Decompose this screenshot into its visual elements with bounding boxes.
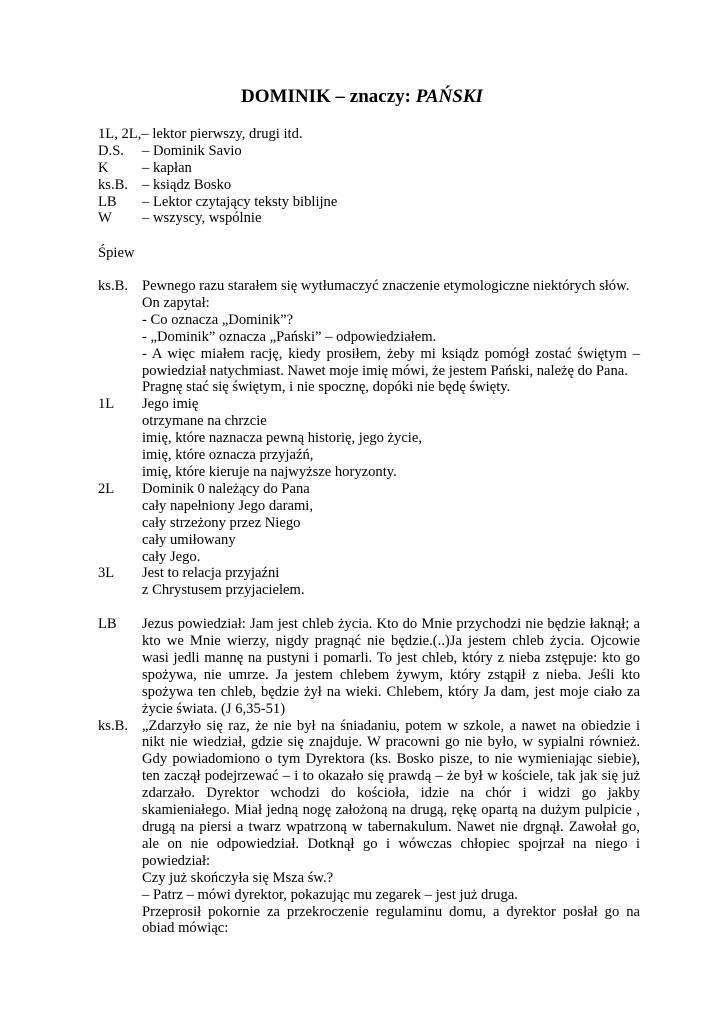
- speaker-label: 3L: [98, 565, 115, 582]
- spacer: [98, 599, 640, 616]
- text-line: Pewnego razu starałem się wytłumaczyć znaczenie etymologiczne niektórych słów.: [142, 278, 630, 294]
- text-line: - A więc miałem rację, kiedy prosiłem, żeby mi ksiądz pomógł zostać świętym –: [142, 345, 640, 362]
- speaker-text: [142, 616, 640, 717]
- legend-row: [98, 194, 337, 211]
- speaker-text: [142, 278, 640, 396]
- text-line: spożywa, nie umrze. Ja jestem chlebem żywym, który zstąpił z nieba. Jeśli kto: [142, 666, 640, 683]
- text-line: Jest to relacja przyjaźni: [142, 565, 280, 582]
- script-blocks: [98, 278, 640, 937]
- legend-row: [98, 210, 337, 227]
- text-line: Jego imię: [142, 396, 199, 413]
- legend-key: ks.B.: [98, 176, 129, 193]
- song-heading: Śpiew: [98, 245, 135, 261]
- legend-list: [98, 126, 337, 227]
- text-line: z Chrystusem przyjacielem.: [142, 582, 305, 599]
- text-line: zdarzało. Dyrektor wchodzi do kościoła, idzie na chór i widzi go jakby: [142, 785, 640, 802]
- text-line: Jezus powiedział: Jam jest chleb życia. Kto do Mnie przychodzi nie będzie łaknął; a: [142, 616, 640, 633]
- text-line: cały napełniony Jego darami,: [142, 497, 314, 514]
- text-line: Przeprosił pokornie za przekroczenie regulaminu domu, a dyrektor posłał go na: [142, 903, 640, 920]
- legend-value: – Lektor czytający teksty biblijne: [142, 193, 338, 210]
- legend-key: D.S.: [98, 142, 124, 159]
- legend-key: 1L, 2L,: [98, 126, 142, 142]
- text-line: nikt nie wiedział, gdzie się znajduje. W pracowni go nie było, w sypialni również.: [142, 734, 640, 751]
- text-line: – Patrz – mówi dyrektor, pokazując mu zegarek – jest już druga.: [142, 886, 518, 903]
- document-title: [0, 86, 724, 108]
- legend-value: – lektor pierwszy, drugi itd.: [141, 126, 303, 142]
- speaker-label: ks.B.: [98, 717, 129, 734]
- speaker-text: [142, 396, 640, 481]
- text-line: On zapytał:: [142, 294, 210, 311]
- text-line: obiad mówiąc:: [142, 920, 229, 937]
- legend-value: – kapłan: [142, 159, 192, 176]
- speaker-text: [142, 481, 640, 566]
- speaker-text: [142, 718, 640, 938]
- text-line: Dominik 0 należący do Pana: [142, 480, 310, 497]
- text-line: spożywa ten chleb, będzie żył na wieki. Chlebem, który Ja dam, jest moje ciało za: [142, 683, 640, 700]
- text-line: „Zdarzyło się raz, że nie był na śniadaniu, potem w szkole, a nawet na obiedzie i: [142, 717, 640, 734]
- text-line: Pragnę stać się świętym, i nie spocznę, dopóki nie będę święty.: [142, 379, 511, 396]
- text-line: cały umiłowany: [142, 531, 236, 548]
- speaker-label: 1L: [98, 396, 115, 413]
- legend-value: – wszyscy, wspólnie: [142, 210, 262, 227]
- legend-row: [98, 177, 337, 194]
- text-line: Gdy powiadomiono o tym Dyrektora (ks. Bosko pisze, to nie wymieniając siebie),: [142, 751, 640, 768]
- text-line: otrzymane na chrzcie: [142, 413, 267, 430]
- legend-key: K: [98, 159, 109, 176]
- text-line: kto we Mnie wierzy, nigdy pragnąć nie będzie.(..)Ja jestem chleb życia. Ojcowie: [142, 633, 640, 650]
- legend-row: [98, 143, 337, 160]
- speaker-text: [142, 565, 640, 599]
- text-line: - „Dominik” oznacza „Pański” – odpowiedziałem.: [142, 328, 437, 345]
- script-block: [98, 396, 640, 481]
- legend-key: W: [98, 210, 112, 227]
- text-line: cały Jego.: [142, 548, 201, 565]
- legend-value: – ksiądz Bosko: [142, 176, 232, 193]
- text-line: życie świata. (J 6,35-51): [142, 700, 286, 717]
- speaker-label: 2L: [98, 480, 115, 497]
- script-block: [98, 718, 640, 938]
- script-block: [98, 278, 640, 396]
- text-line: cały strzeżony przez Niego: [142, 514, 301, 531]
- text-line: imię, które kieruje na najwyższe horyzonty.: [142, 463, 397, 480]
- text-line: drugą na piersi a twarz wpatrzoną w tabernakulum. Nawet nie drgnął. Zawołał go,: [142, 818, 640, 835]
- title-italic: PAŃSKI: [415, 86, 483, 107]
- text-line: Czy już skończyła się Msza św.?: [142, 869, 334, 886]
- title-main: DOMINIK – znaczy:: [241, 86, 416, 107]
- text-line: powiedział:: [142, 852, 211, 869]
- text-line: skamieniałego. Miał jedną nogę założoną na drugą, rękę opartą na dużym pulpicie ,: [142, 802, 640, 819]
- legend-key: LB: [98, 193, 117, 210]
- script-block: [98, 481, 640, 566]
- script-block: [98, 565, 640, 599]
- text-line: ale on nie odpowiedział. Dotknął go i wówczas chłopiec spojrzał na niego i: [142, 835, 640, 852]
- text-line: wasi jedli mannę na pustyni i pomarli. To jest chleb, który z nieba zstępuje: kto go: [142, 649, 640, 666]
- speaker-label: LB: [98, 616, 117, 633]
- legend-value: – Dominik Savio: [142, 142, 242, 159]
- text-line: ten zaczął podejrzewać – i to okazało się prawdą – że był w kościele, tak jak się już: [142, 768, 640, 785]
- legend-row: [98, 126, 337, 143]
- legend-row: [98, 160, 337, 177]
- text-line: - Co oznacza „Dominik”?: [142, 311, 294, 328]
- speaker-label: ks.B.: [98, 278, 129, 294]
- text-line: imię, które oznacza przyjaźń,: [142, 447, 314, 464]
- script-block: [98, 616, 640, 717]
- text-line: powiedział natychmiast. Nawet moje imię mówi, że jestem Pański, należę do Pana.: [142, 362, 628, 379]
- text-line: imię, które naznacza pewną historię, jego życie,: [142, 430, 422, 447]
